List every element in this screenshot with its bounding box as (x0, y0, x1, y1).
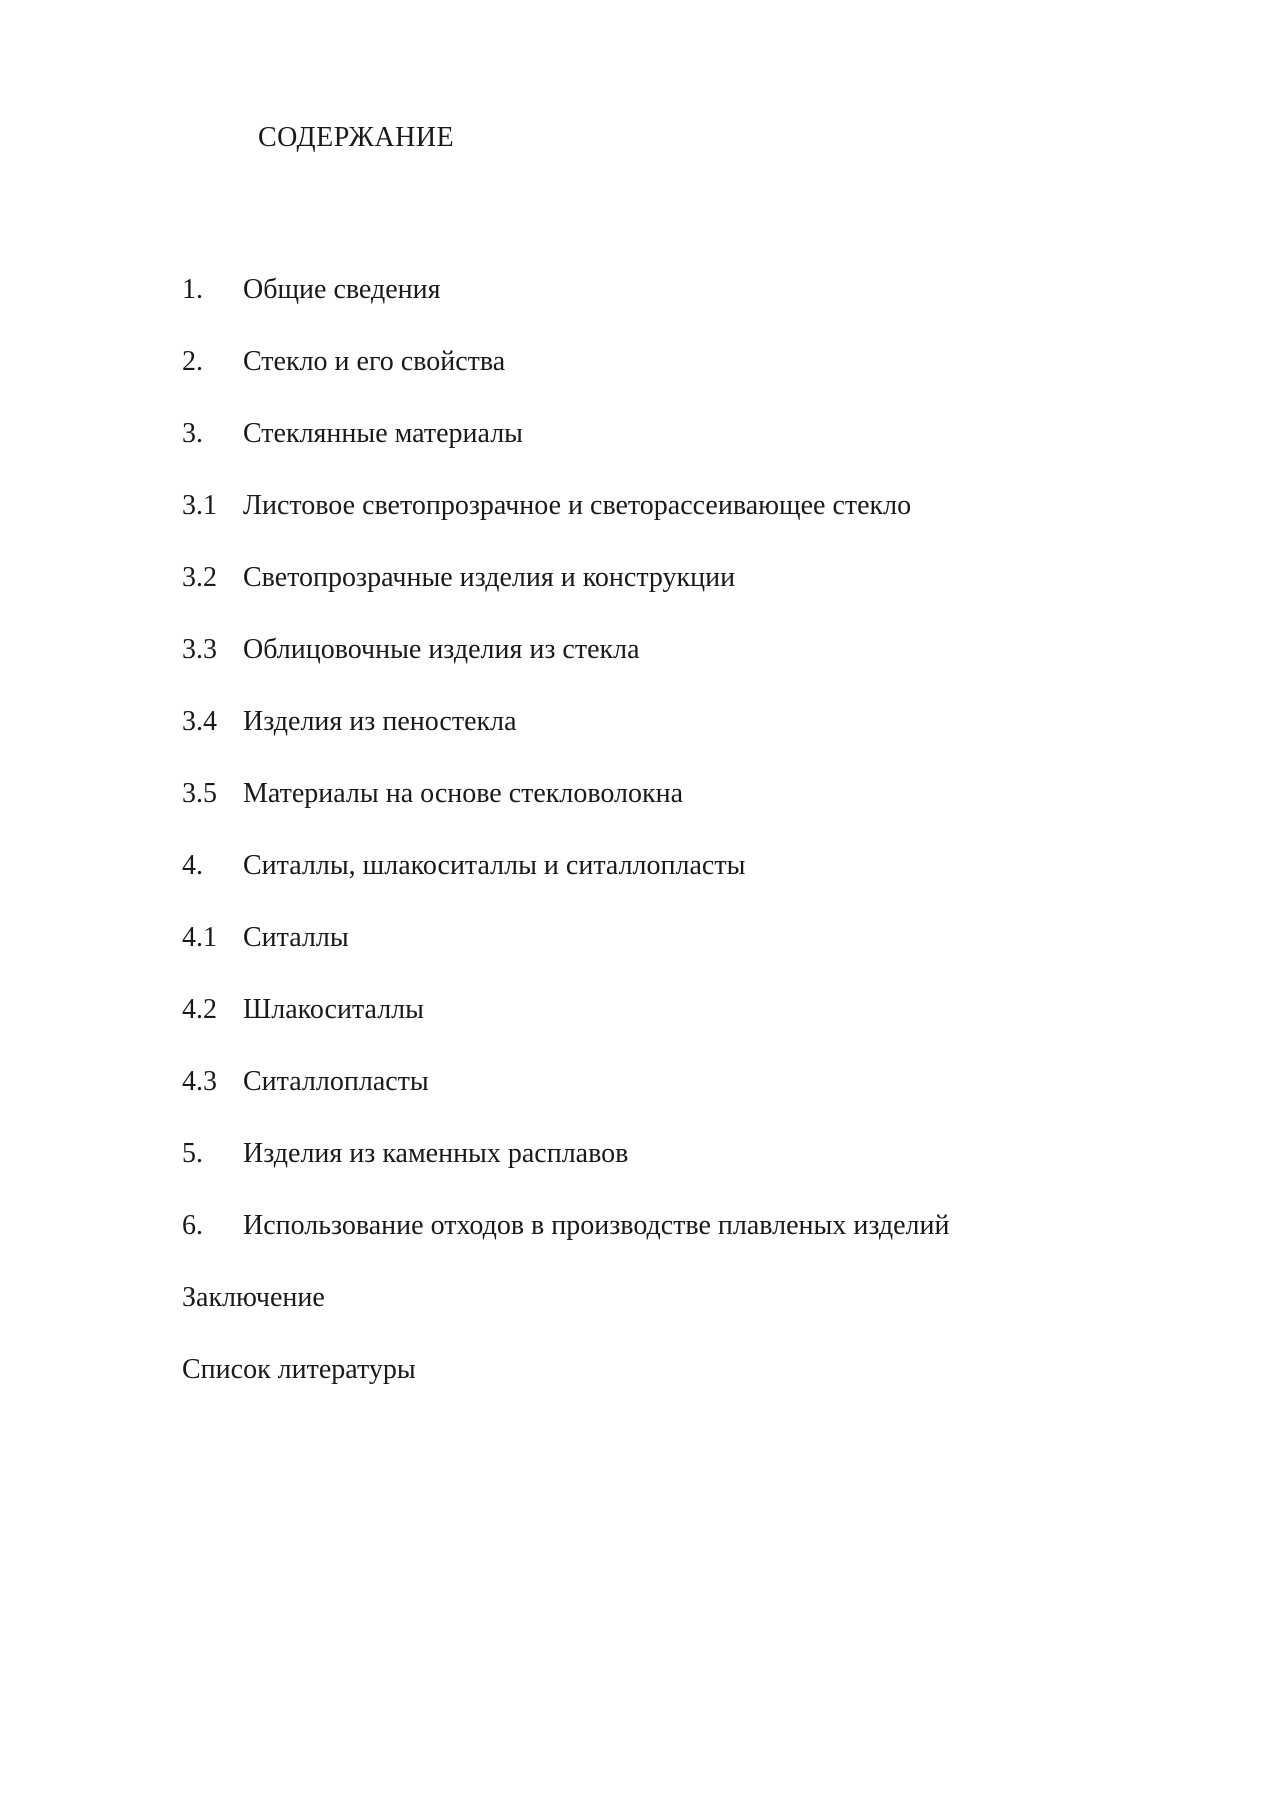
toc-entry (182, 686, 950, 758)
toc-entry-label: Изделия из каменных расплавов (243, 1138, 629, 1169)
toc-entry (182, 326, 950, 398)
toc-entry-number: 3. (182, 418, 203, 449)
toc-entry-label: Облицовочные изделия из стекла (243, 634, 640, 665)
toc-entry-number: 4.3 (182, 1066, 217, 1097)
toc-entry-number: 4. (182, 850, 203, 881)
toc-entry (182, 254, 950, 326)
toc-entry (182, 1190, 950, 1262)
toc-entry (182, 470, 950, 542)
toc-entry-number: 6. (182, 1210, 203, 1241)
table-of-contents (182, 254, 950, 1406)
toc-entry-label: Ситаллопласты (243, 1066, 429, 1097)
toc-entry-conclusion (182, 1262, 950, 1334)
toc-entry-label: Светопрозрачные изделия и конструкции (243, 562, 736, 593)
toc-entry-number: 4.1 (182, 922, 217, 953)
toc-entry-label: Общие сведения (243, 274, 441, 305)
toc-entry (182, 1046, 950, 1118)
toc-entry-label: Материалы на основе стекловолокна (243, 778, 684, 809)
toc-entry (182, 1118, 950, 1190)
toc-entry-label: Использование отходов в производстве плавленых изделий (243, 1210, 950, 1241)
toc-entry-label: Заключение (182, 1282, 325, 1313)
toc-entry-label: Ситаллы, шлакоситаллы и ситаллопласты (243, 850, 746, 881)
toc-entry-label: Стеклянные материалы (243, 418, 523, 449)
toc-entry-number: 1. (182, 274, 203, 305)
toc-entry-references (182, 1334, 950, 1406)
toc-entry-label: Листовое светопрозрачное и светорассеивающее стекло (243, 490, 912, 521)
toc-entry (182, 830, 950, 902)
toc-entry-number: 2. (182, 346, 203, 377)
toc-entry-number: 3.5 (182, 778, 217, 809)
toc-entry (182, 974, 950, 1046)
toc-entry-label: Изделия из пеностекла (243, 706, 517, 737)
toc-entry-number: 3.2 (182, 562, 217, 593)
toc-entry-number: 3.3 (182, 634, 217, 665)
toc-entry-label: Список литературы (182, 1354, 416, 1385)
toc-entry (182, 902, 950, 974)
toc-entry-number: 4.2 (182, 994, 217, 1025)
toc-entry-label: Стекло и его свойства (243, 346, 506, 377)
toc-entry (182, 758, 950, 830)
toc-entry-label: Ситаллы (243, 922, 349, 953)
toc-entry (182, 542, 950, 614)
toc-entry-number: 3.1 (182, 490, 217, 521)
toc-entry-number: 3.4 (182, 706, 217, 737)
toc-entry-number: 5. (182, 1138, 203, 1169)
toc-entry (182, 614, 950, 686)
page-title: СОДЕРЖАНИЕ (258, 122, 455, 153)
toc-entry (182, 398, 950, 470)
toc-entry-label: Шлакоситаллы (243, 994, 424, 1025)
